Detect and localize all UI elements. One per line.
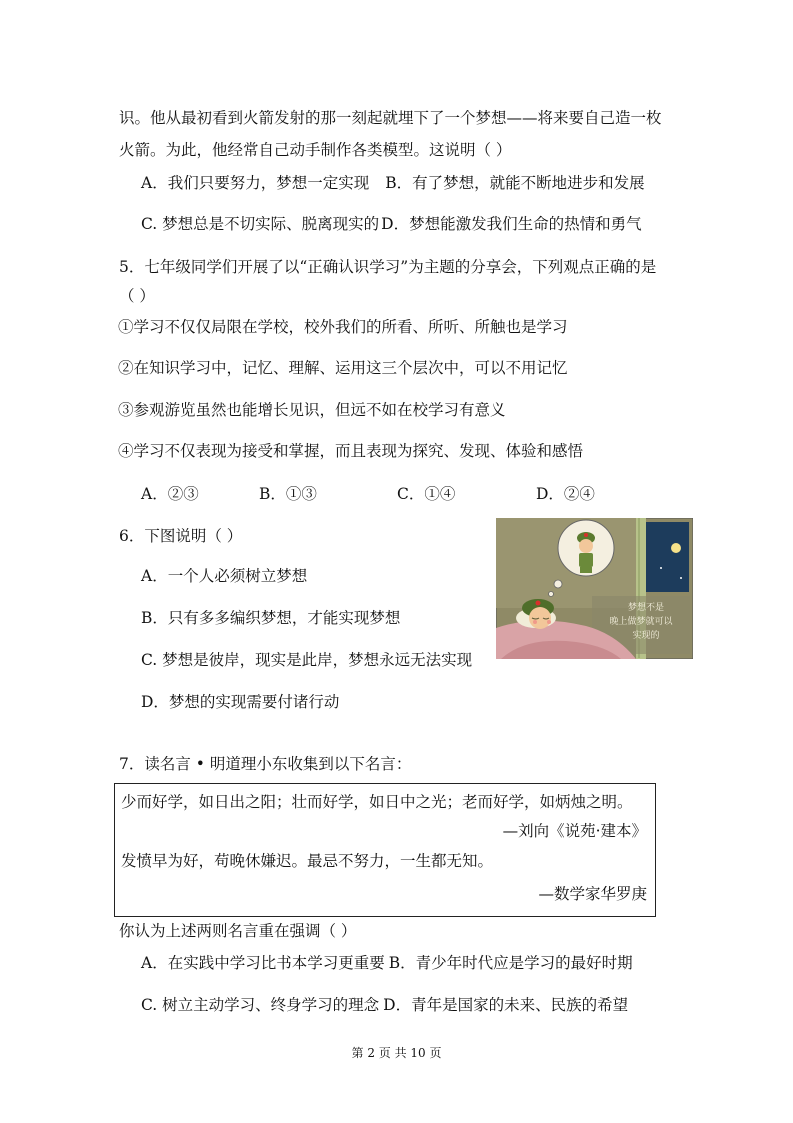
q5-stem-line1: 5．七年级同学们开展了以“正确认识学习”为主题的分享会，下列观点正确的是 — [119, 258, 657, 276]
q5-statement-1: ①学习不仅仅局限在学校，校外我们的所看、所听、所触也是学习 — [118, 318, 568, 336]
quote-2-source: —数学家华罗庚 — [538, 885, 647, 903]
q5-stem-line2: （ ） — [119, 287, 155, 305]
q4-option-c: C. 梦想总是不切实际、脱离现实的 — [141, 215, 380, 233]
cartoon-caption-line2: 晚上做梦就可以 — [609, 617, 673, 627]
q6-stem: 6．下图说明（ ） — [119, 527, 243, 545]
q5-option-b: B．①③ — [259, 485, 317, 503]
cartoon-caption-line3: 实现的 — [632, 631, 660, 641]
q4-options-row1 — [141, 173, 645, 193]
q6-option-b: B．只有多多编织梦想，才能实现梦想 — [141, 609, 401, 627]
cartoon-caption-line1: 梦想不是 — [627, 603, 665, 613]
q7-stem: 7．读名言 • 明道理小东收集到以下名言： — [119, 755, 412, 773]
q6-option-d: D．梦想的实现需要付诸行动 — [141, 693, 340, 711]
q4-option-a: A．我们只要努力，梦想一定实现 — [141, 174, 370, 192]
quote-1-text: 少而好学，如日出之阳；壮而好学，如日中之光；老而好学，如炳烛之明。 — [121, 793, 633, 811]
quote-1-source: —刘向《说苑·建本》 — [502, 822, 647, 840]
page-number-footer: 第 2 页 共 10 页 — [351, 1046, 442, 1060]
q6-option-c: C. 梦想是彼岸，现实是此岸，梦想永远无法实现 — [141, 651, 473, 669]
q5-statement-2: ②在知识学习中，记忆、理解、运用这三个层次中，可以不用记忆 — [118, 359, 568, 377]
q7-option-b: B．青少年时代应是学习的最好时期 — [388, 954, 633, 972]
q4-options-row2 — [141, 214, 642, 234]
q5-option-a: A．②③ — [141, 485, 199, 503]
q7-prompt: 你认为上述两则名言重在强调（ ） — [119, 922, 357, 940]
q5-statement-3: ③参观游览虽然也能增长见识，但远不如在校学习有意义 — [118, 401, 506, 419]
q5-statement-4: ④学习不仅表现为接受和掌握，而且表现为探究、发现、体验和感悟 — [118, 442, 584, 460]
q7-option-c: C. 树立主动学习、终身学习的理念 — [141, 996, 380, 1014]
q4-option-b: B．有了梦想，就能不断地进步和发展 — [385, 174, 645, 192]
quote-2-text: 发愤早为好，苟晚休嫌迟。最忌不努力，一生都无知。 — [121, 852, 494, 870]
q4-option-d: D．梦想能激发我们生命的热情和勇气 — [381, 215, 642, 233]
q5-option-d: D．②④ — [536, 485, 595, 503]
quote-box — [114, 783, 656, 917]
dream-cartoon-illustration — [496, 518, 693, 659]
q7-option-d: D．青年是国家的未来、民族的希望 — [383, 996, 629, 1014]
q7-options-row1 — [141, 953, 633, 973]
q6-option-a: A．一个人必须树立梦想 — [141, 567, 308, 585]
q4-stem-line2: 火箭。为此，他经常自己动手制作各类模型。这说明（ ） — [119, 141, 512, 159]
q7-options-row2 — [141, 995, 628, 1015]
q7-option-a: A．在实践中学习比书本学习更重要 — [141, 954, 385, 972]
q5-option-c: C．①④ — [397, 485, 456, 503]
q4-stem-line1: 识。他从最初看到火箭发射的那一刻起就埋下了一个梦想——将来要自己造一枚 — [119, 109, 662, 127]
